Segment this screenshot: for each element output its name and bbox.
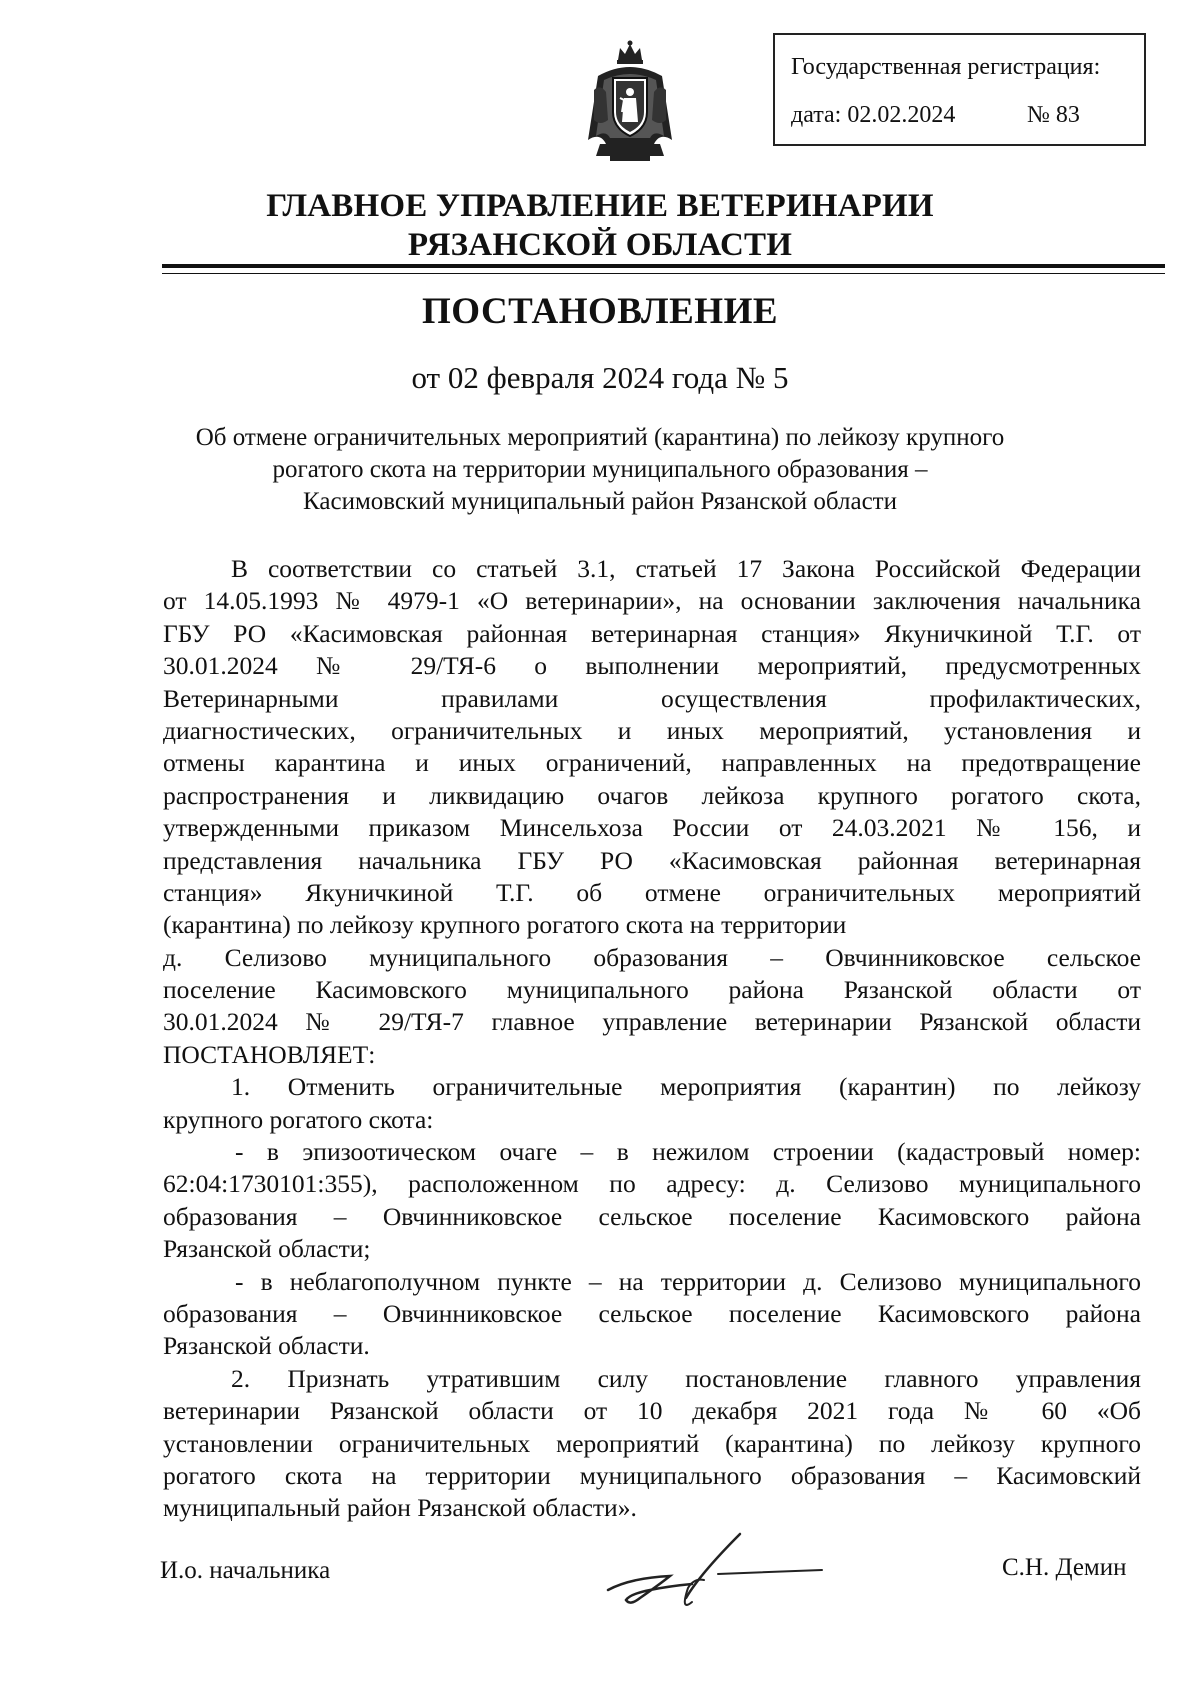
body-line: 1. Отменить ограничительные мероприятия (карантин) по лейкозу xyxy=(231,1072,1141,1102)
header-rule-thin xyxy=(162,273,1165,274)
body-line: образования – Овчинниковское сельское поселение Касимовского района xyxy=(163,1298,1141,1328)
body-line: установлении ограничительных мероприятий (карантина) по лейкозу крупного xyxy=(163,1428,1141,1458)
body-line: отмены карантина и иных ограничений, направленных на предотвращение xyxy=(163,748,1141,778)
body-line: от 14.05.1993 № 4979-1 «О ветеринарии», на основании заключения начальника xyxy=(163,586,1141,616)
coat-of-arms-icon xyxy=(580,40,680,162)
body-line: 62:04:1730101:355), расположенном по адресу: д. Селизово муниципального xyxy=(163,1169,1141,1199)
body-line: крупного рогатого скота: xyxy=(163,1104,434,1134)
document-subject xyxy=(150,422,1050,518)
body-line: 30.01.2024 № 29/ТЯ-6 о выполнении мероприятий, предусмотренных xyxy=(163,651,1141,681)
body-line: 30.01.2024 № 29/ТЯ-7 главное управление ветеринарии Рязанской области xyxy=(163,1007,1141,1037)
body-line: образования – Овчинниковское сельское поселение Касимовского района xyxy=(163,1201,1141,1231)
signatory-name: С.Н. Демин xyxy=(1002,1554,1127,1581)
body-line: - в неблагополучном пункте – на территории д. Селизово муниципального xyxy=(235,1266,1141,1296)
agency-name-line2: РЯЗАНСКОЙ ОБЛАСТИ xyxy=(407,227,793,263)
subject-line: Об отмене ограничительных мероприятий (карантина) по лейкозу крупного xyxy=(195,424,1005,451)
body-line: - в эпизоотическом очаге – в нежилом строении (кадастровый номер: xyxy=(235,1137,1141,1167)
registration-title: Государственная регистрация: xyxy=(791,54,1101,80)
body-line: поселение Касимовского муниципального района Рязанской области от xyxy=(163,975,1141,1005)
body-line: ГБУ РО «Касимовская районная ветеринарная станция» Якуничкиной Т.Г. от xyxy=(163,618,1141,648)
body-line: ветеринарии Рязанской области от 10 декабря 2021 года № 60 «Об xyxy=(163,1396,1141,1426)
resolution-word: ПОСТАНОВЛЯЕТ: xyxy=(163,1039,376,1069)
body-line: представления начальника ГБУ РО «Касимовская районная ветеринарная xyxy=(163,845,1141,875)
registration-date: дата: 02.02.2024 xyxy=(791,102,956,128)
body-line: диагностических, ограничительных и иных мероприятий, установления и xyxy=(163,715,1141,745)
body-line: муниципальный район Рязанской области». xyxy=(163,1493,637,1523)
subject-line: рогатого скота на территории муниципального образования – xyxy=(272,456,928,483)
body-line: станция» Якуничкиной Т.Г. об отмене ограничительных мероприятий xyxy=(163,877,1141,907)
header-rule-thick xyxy=(162,264,1165,268)
body-line: Рязанской области. xyxy=(163,1331,370,1361)
body-line: д. Селизово муниципального образования – Овчинниковское сельское xyxy=(163,942,1141,972)
body-line: рогатого скота на территории муниципального образования – Касимовский xyxy=(163,1460,1141,1490)
signatory-role: И.о. начальника xyxy=(160,1557,331,1584)
handwritten-signature-icon xyxy=(600,1528,830,1618)
document-body xyxy=(163,553,1141,1525)
body-line: распространения и ликвидацию очагов лейкоза крупного рогатого скота, xyxy=(163,780,1141,810)
body-line: Ветеринарными правилами осуществления профилактических, xyxy=(163,683,1141,713)
subject-line: Касимовский муниципальный район Рязанской области xyxy=(303,488,897,515)
agency-name-line1: ГЛАВНОЕ УПРАВЛЕНИЕ ВЕТЕРИНАРИИ xyxy=(266,188,934,224)
document-type: ПОСТАНОВЛЕНИЕ xyxy=(421,291,779,332)
body-line: Рязанской области; xyxy=(163,1234,371,1264)
document-date-number: от 02 февраля 2024 года № 5 xyxy=(411,360,789,395)
body-line: В соответствии со статьей 3.1, статьей 17 Закона Российской Федерации xyxy=(231,554,1141,583)
registration-number: № 83 xyxy=(1027,102,1080,128)
body-line: (карантина) по лейкозу крупного рогатого скота на территории xyxy=(163,910,847,940)
registration-box xyxy=(773,33,1146,146)
body-line: 2. Признать утратившим силу постановление главного управления xyxy=(231,1363,1141,1393)
body-line: утвержденными приказом Минсельхоза России от 24.03.2021 № 156, и xyxy=(163,813,1141,843)
